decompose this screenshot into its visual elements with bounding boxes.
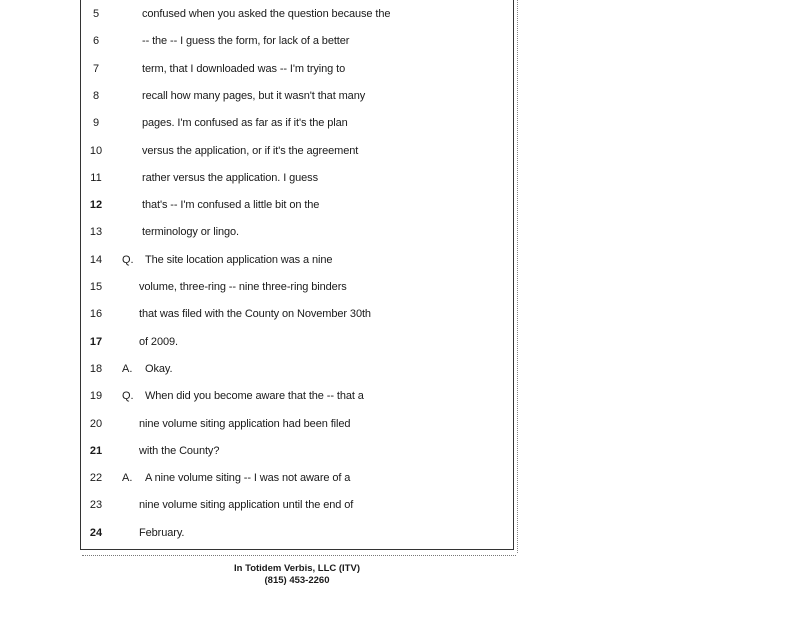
line-text: confused when you asked the question because the	[142, 8, 391, 20]
transcript-line	[0, 386, 800, 406]
footer-company: In Totidem Verbis, LLC (ITV)	[234, 563, 360, 574]
line-text: When did you become aware that the -- that a	[145, 390, 364, 403]
line-number: 17	[89, 335, 103, 348]
line-text: term, that I downloaded was -- I'm trying to	[142, 62, 346, 75]
line-number: 23	[89, 499, 103, 512]
transcript-line	[0, 277, 800, 297]
line-number: 9	[92, 117, 100, 130]
speaker-label: Q.	[122, 253, 134, 266]
transcript-line	[0, 441, 800, 461]
line-number: 15	[89, 281, 103, 293]
line-number: 7	[92, 62, 100, 75]
line-number: 20	[89, 417, 103, 430]
speaker-label: A.	[122, 362, 133, 375]
transcript-line	[0, 414, 800, 434]
line-text: Okay.	[145, 362, 173, 375]
line-text: terminology or lingo.	[142, 226, 239, 239]
line-number: 18	[89, 362, 103, 375]
line-text: rather versus the application. I guess	[142, 171, 318, 184]
line-number: 16	[89, 308, 103, 321]
line-text: of 2009.	[139, 335, 178, 348]
transcript-line	[0, 4, 800, 24]
line-text: nine volume siting application had been filed	[139, 417, 351, 430]
transcript-line	[0, 523, 800, 543]
line-text: pages. I'm confused as far as if it's the plan	[142, 117, 348, 130]
line-number: 21	[89, 444, 103, 457]
line-number: 8	[92, 89, 100, 102]
line-text: A nine volume siting -- I was not aware of a	[145, 472, 351, 485]
line-number: 22	[89, 472, 103, 485]
transcript-line	[0, 304, 800, 324]
speaker-label: A.	[122, 472, 133, 485]
line-text: that's -- I'm confused a little bit on the	[142, 199, 320, 212]
transcript-line	[0, 141, 800, 161]
line-text: recall how many pages, but it wasn't that many	[142, 89, 366, 102]
transcript-line	[0, 468, 800, 488]
transcript-line	[0, 59, 800, 79]
line-text: volume, three-ring -- nine three-ring binders	[139, 281, 347, 293]
speaker-label: Q.	[122, 390, 134, 403]
transcript-line	[0, 31, 800, 51]
line-number: 11	[90, 171, 102, 184]
transcript-line	[0, 195, 800, 215]
line-text: with the County?	[139, 444, 220, 457]
line-number: 6	[92, 35, 100, 48]
line-text: -- the -- I guess the form, for lack of a better	[142, 35, 350, 48]
transcript-line	[0, 113, 800, 133]
footer-phone: (815) 453-2260	[264, 575, 330, 586]
line-number: 24	[89, 526, 103, 539]
line-number: 12	[89, 199, 103, 212]
line-number: 5	[92, 8, 100, 20]
transcript-line	[0, 222, 800, 242]
transcript-line	[0, 359, 800, 379]
line-text: February.	[139, 526, 185, 539]
transcript-line	[0, 495, 800, 515]
line-number: 13	[89, 226, 103, 239]
line-text: nine volume siting application until the end of	[139, 499, 354, 512]
transcript-line	[0, 86, 800, 106]
line-number: 10	[89, 144, 103, 157]
transcript-line	[0, 332, 800, 352]
transcript-line	[0, 168, 800, 188]
line-text: The site location application was a nine	[145, 253, 333, 266]
transcript-line	[0, 250, 800, 270]
line-text: versus the application, or if it's the agreement	[142, 144, 359, 157]
page-shadow	[82, 552, 516, 556]
line-number: 19	[89, 390, 103, 403]
line-text: that was filed with the County on November 30th	[139, 308, 371, 321]
line-number: 14	[89, 253, 103, 266]
